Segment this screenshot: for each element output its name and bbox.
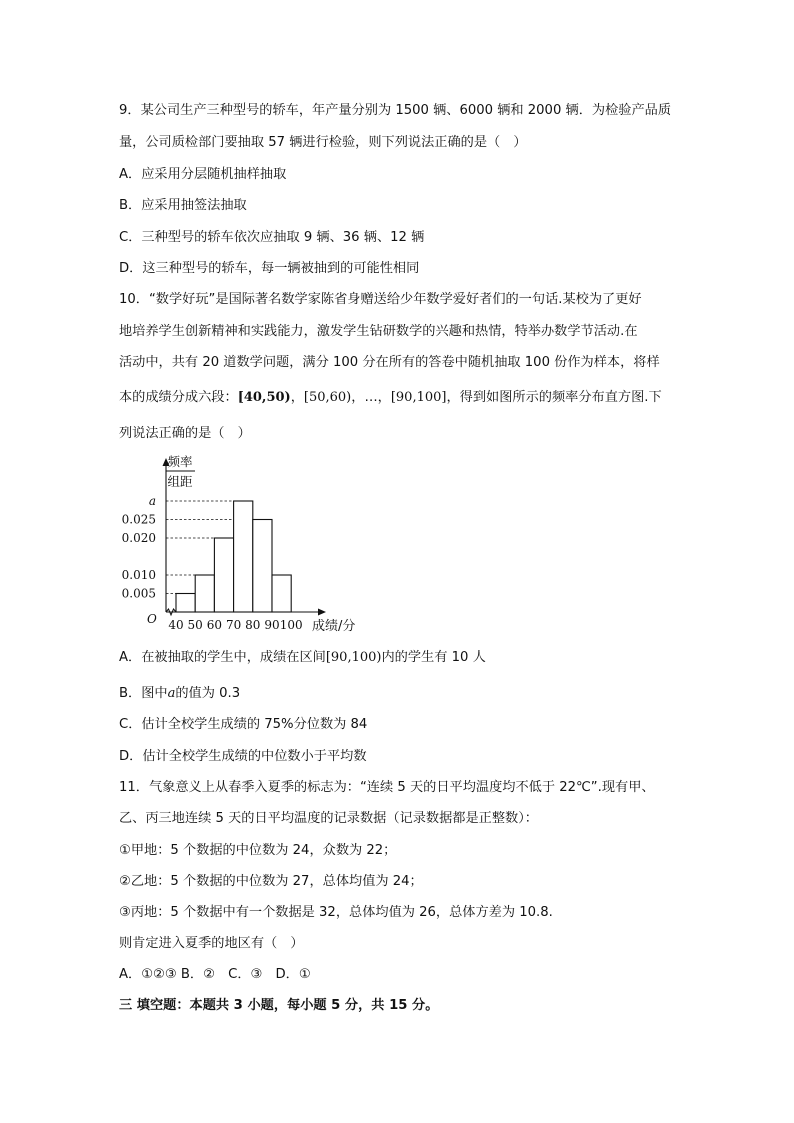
bar-40-50 xyxy=(176,594,195,613)
x-axis-arrow xyxy=(318,609,326,616)
interval-90-100-open: [90,100) xyxy=(325,650,382,665)
y-tick-label: 0.010 xyxy=(121,568,156,582)
y-tick-label: 0.005 xyxy=(121,586,156,601)
q10-stem-line2: 地培养学生创新精神和实践能力，激发学生钻研数学的兴趣和热情，特举办数学节活动.在 xyxy=(119,324,638,339)
x-tick-label: 90 xyxy=(264,618,280,632)
x-tick-label: 80 xyxy=(245,618,261,632)
q11-question: 则肯定进入夏季的地区有（ ） xyxy=(119,936,304,951)
x-tick-label: 40 xyxy=(168,618,184,632)
q10-stem-line4-pre: 本的成绩分成六段： xyxy=(119,390,238,405)
x-axis-label: 成绩/分 xyxy=(312,619,356,634)
x-tick-label: 60 xyxy=(206,618,223,632)
q10-option-b xyxy=(119,684,240,704)
q9-stem-line2: 量，公司质检部门要抽取 57 辆进行检验，则下列说法正确的是（ ） xyxy=(119,135,527,150)
q10-stem-line1: 10．“数学好玩”是国际著名数学家陈省身赠送给少年数学爱好者们的一句话.某校为了更好 xyxy=(119,292,642,307)
q10-option-b-post: 的值为 0.3 xyxy=(175,686,241,701)
q10-option-c: C．估计全校学生成绩的 75%分位数为 84 xyxy=(119,717,368,732)
q11-item1: ①甲地：5 个数据的中位数为 24，众数为 22； xyxy=(119,843,397,858)
q9-option-b: B．应采用抽签法抽取 xyxy=(119,198,247,213)
y-tick-label: a xyxy=(148,494,156,508)
y-axis-label-denominator: 组距 xyxy=(167,474,193,489)
q9-stem-line1: 9．某公司生产三种型号的轿车，年产量分别为 1500 辆、6000 辆和 2000 辆．为检验产品质 xyxy=(119,103,672,118)
q10-option-a-post: 内的学生有 10 人 xyxy=(381,650,486,665)
section3-heading: 三 填空题：本题共 3 小题，每小题 5 分，共 15 分。 xyxy=(119,998,439,1013)
interval-50-60: [50,60) xyxy=(303,390,352,405)
bar-90-100 xyxy=(272,575,291,612)
separator: ， xyxy=(290,390,304,405)
q11-options: A．①②③ B．② C．③ D．① xyxy=(119,967,311,982)
bar-80-90 xyxy=(253,520,272,613)
x-tick-label: 100 xyxy=(279,618,303,632)
q9-option-c: C．三种型号的轿车依次应抽取 9 辆、36 辆、12 辆 xyxy=(119,230,425,245)
y-tick-label: 0.025 xyxy=(121,512,156,527)
y-axis-label-numerator: 频率 xyxy=(167,454,193,469)
q10-stem-line4-post: ，得到如图所示的频率分布直方图.下 xyxy=(446,390,662,405)
separator: ，…， xyxy=(351,390,391,405)
interval-90-100: [90,100] xyxy=(390,390,447,405)
y-tick-label: 0.020 xyxy=(121,531,156,545)
interval-40-50: [40,50) xyxy=(237,390,291,405)
origin-label: O xyxy=(147,612,157,626)
frequency-histogram xyxy=(121,452,360,634)
q10-stem-line5: 列说法正确的是（ ） xyxy=(119,426,251,441)
q9-option-a: A．应采用分层随机抽样抽取 xyxy=(119,167,287,182)
bar-50-60 xyxy=(195,575,214,612)
q11-item3: ③丙地：5 个数据中有一个数据是 32，总体均值为 26，总体方差为 10.8. xyxy=(119,905,553,920)
histogram-bars xyxy=(176,501,291,612)
q10-stem-line4 xyxy=(119,388,662,408)
x-tick-label: 50 xyxy=(187,618,203,632)
variable-a: a xyxy=(167,686,176,701)
q9-option-d: D．这三种型号的轿车，每一辆被抽到的可能性相同 xyxy=(119,261,420,276)
bar-70-80 xyxy=(234,501,253,612)
q10-option-d: D．估计全校学生成绩的中位数小于平均数 xyxy=(119,749,367,764)
q10-option-b-pre: B．图中 xyxy=(119,686,168,701)
q11-item2: ②乙地：5 个数据的中位数为 27，总体均值为 24； xyxy=(119,874,423,889)
q10-option-a xyxy=(119,648,486,668)
bar-60-70 xyxy=(214,538,233,612)
q10-option-a-pre: A．在被抽取的学生中，成绩在区间 xyxy=(119,650,326,665)
q10-stem-line3: 活动中，共有 20 道数学问题，满分 100 分在所有的答卷中随机抽取 100 份作为样本，将样 xyxy=(119,355,660,370)
q11-stem-line2: 乙、丙三地连续 5 天的日平均温度的记录数据（记录数据都是正整数）： xyxy=(119,811,538,826)
q11-stem-line1: 11．气象意义上从春季入夏季的标志为：“连续 5 天的日平均温度均不低于 22℃”.现有甲、 xyxy=(119,780,655,795)
x-tick-label: 70 xyxy=(225,618,242,632)
